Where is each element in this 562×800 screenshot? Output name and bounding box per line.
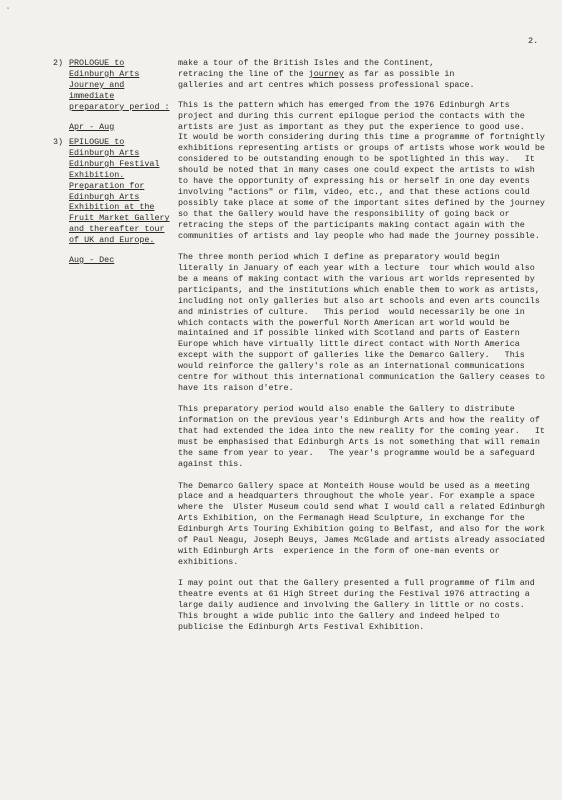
paragraph: The Demarco Gallery space at Monteith House would be used as a meeting place and a headquarters throughout the whole year. For example a space where the Ulster Museum could send what I would call a related Edinburgh Arts Exhibition, on the Fermanagh Head Sculpture, in exchange for the Edinburgh Arts Touring Exhibition going to Belfast, and also for the work of Paul Neagu, Joseph Beuys, James McGlade and artists already associated with Edinburgh Arts experience in the form of one-man events or exhibitions. [178, 480, 550, 567]
intro-paragraph [178, 58, 548, 91]
margin-note-prologue [53, 58, 171, 132]
intro-line: as far as possible in [343, 68, 455, 79]
margin-note-number: 2) [53, 58, 64, 68]
paragraph: This preparatory period would also enable the Gallery to distribute information on the previous year's Edinburgh Arts and how the reality of that had extended the idea into the new reality for the coming year. It must be emphasised that Edinburgh Arts is not something that will remain the same from year to year. The year's programme would be a safeguard against this. [178, 404, 550, 469]
intro-underlined-word: journey [308, 68, 344, 79]
paragraph: I may point out that the Gallery presented a full programme of film and theatre events at 61 High Street during the Festival 1976 attracting a large daily audience and involving the Gallery in little or no costs. This brought a wide public into the Gallery and indeed helped to publicise the Edinburgh Arts Festival Exhibition. [178, 578, 540, 632]
margin-note-text: EPILOGUE to Edinburgh Arts Edinburgh Festival Exhibition. Preparation for Edinburgh Arts Exhibition at the Fruit Market Gallery and thereafter tour of UK and Europe. [69, 137, 170, 246]
intro-line: galleries and art centres which possess professional space. [178, 79, 475, 90]
intro-line: retracing the line of the [178, 68, 309, 79]
margin-note-text: PROLOGUE to Edinburgh Arts Journey and immediate preparatory period : [69, 58, 170, 112]
page-number: 2. [528, 36, 539, 46]
margin-note-dates: Apr - Aug [69, 121, 115, 132]
corner-mark: ˘ [6, 8, 11, 16]
margin-note-number: 3) [53, 137, 64, 147]
intro-line: make a tour of the British Isles and the Continent, [178, 58, 435, 68]
paragraph: This is the pattern which has emerged from the 1976 Edinburgh Arts project and during this current epilogue period the contacts with the artists are just as important as they put the experience to good use. It would be worth considering during this time a programme of fortnightly exhibitions representing artists or groups of artists whose work would be considered to be outstanding enough to be spotlighted in this way. It should be noted that in many cases one could expect the artists to wish to have the opportunity of expressing his or herself in one day events involving "actions" or film, video, etc., and that these actions could possibly take place at some of the important sites defined by the journey so that the Gallery would have the responsibility of going back or retracing the steps of the participants making contact again with the communities of artists and lay people who had made the journey possible. [178, 99, 550, 241]
margin-note-epilogue [53, 137, 171, 266]
margin-note-dates: Aug - Dec [69, 255, 115, 266]
body-text [178, 58, 548, 643]
paragraph: The three month period which I define as preparatory would begin literally in January of each year with a lecture tour which would also be a means of making contact with the various art worlds represented by participants, and the institutions which enable them to work as artists, including not only galleries but also art schools and even arts councils and ministries of culture. This period would necessarily be one in which contacts with the powerful North American art world would be maintained and if possible linked with Scotland and parts of Eastern Europe which have virtually little direct contact with North America except with the support of galleries like the Demarco Gallery. This would reinforce the gallery's role as an international communications centre for without this international communication the Gallery ceases to have its raison d'etre. [178, 252, 550, 393]
